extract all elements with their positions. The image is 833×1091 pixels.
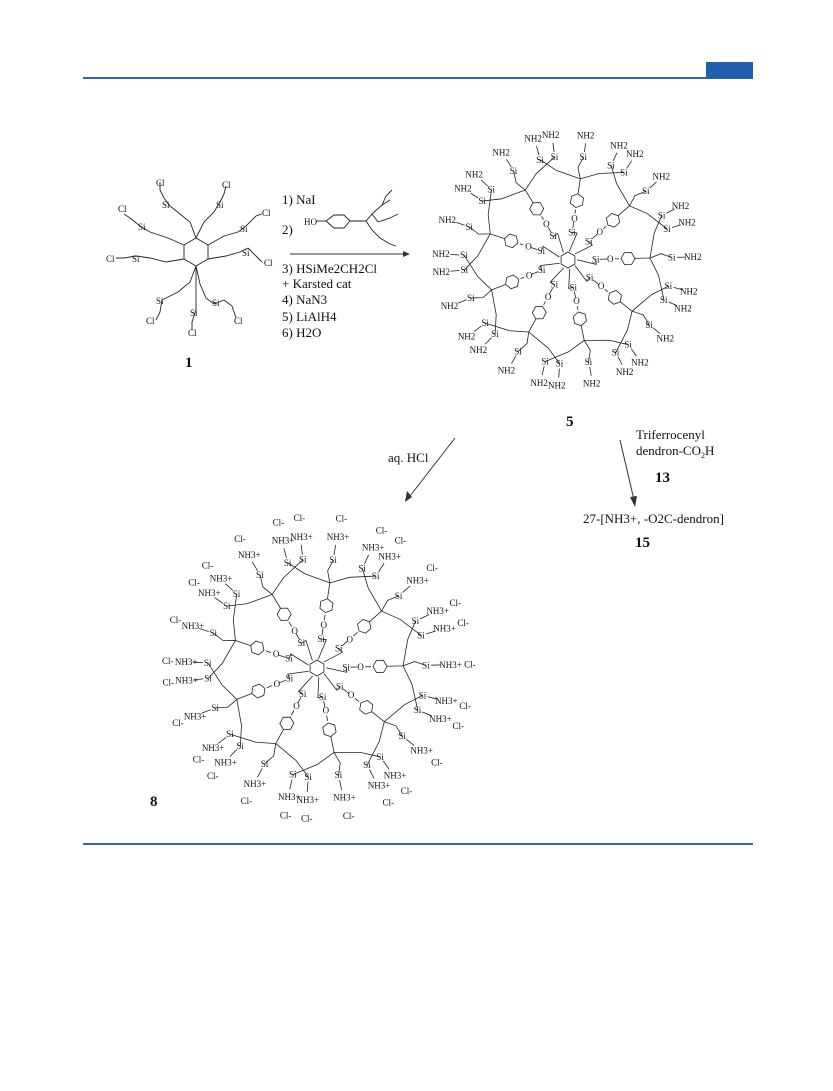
terminal-group-label: NH2 [582, 378, 601, 389]
oxygen-label: O [573, 296, 580, 307]
terminal-group-label: NH2 [631, 357, 649, 368]
oxygen-label: O [596, 227, 604, 238]
terminal-group-label: NH3+ [214, 757, 237, 768]
core-si-label: Si [285, 673, 294, 684]
chloride-label: Cl- [169, 614, 182, 625]
terminal-group-label: NH2 [656, 333, 674, 344]
terminal-group-label: NH3+ [175, 675, 198, 686]
svg-text:Si: Si [212, 298, 220, 308]
branch-si-label: Si [422, 660, 430, 671]
chloride-label: Cl- [452, 721, 465, 732]
core-si-label: Si [537, 265, 546, 276]
terminal-group-label: NH3+ [243, 779, 267, 790]
branch-si-label: Si [211, 702, 219, 713]
core-si-label: Si [317, 633, 325, 644]
branch-si-label: Si [209, 628, 218, 639]
terminal-group-label: NH2 [576, 130, 595, 141]
terminal-group-label: NH3+ [198, 588, 221, 599]
terminal-group-label: NH2 [652, 171, 671, 182]
core-si-label: Si [550, 279, 559, 290]
branch-si-label: Si [226, 729, 234, 740]
svg-text:Si: Si [132, 254, 140, 264]
branch-si-label: Si [642, 186, 650, 197]
branch-si-label: Si [299, 554, 307, 565]
terminal-group-label: NH3+ [406, 575, 429, 586]
terminal-group-label: NH2 [432, 267, 451, 278]
branch-si-label: Si [607, 160, 615, 171]
branch-si-label: Si [398, 731, 406, 742]
terminal-group-label: NH3+ [271, 535, 295, 546]
oxygen-label: O [272, 649, 280, 660]
terminal-group-label: NH2 [454, 183, 472, 194]
oxygen-label: O [322, 705, 330, 716]
branch-si-label: Si [663, 224, 671, 235]
terminal-group-label: NH2 [438, 214, 457, 225]
terminal-group-label: NH3+ [439, 659, 462, 670]
terminal-group-label: NH2 [674, 303, 692, 314]
terminal-group-label: NH3+ [378, 551, 401, 562]
branch-si-label: Si [645, 319, 653, 330]
branch-si-label: Si [550, 151, 559, 162]
terminal-group-label: NH3+ [174, 656, 198, 667]
chloride-label: Cl- [449, 597, 462, 608]
branch-si-label: Si [667, 252, 676, 263]
svg-text:Cl: Cl [146, 316, 155, 326]
terminal-group-label: NH3+ [361, 542, 385, 553]
svg-text:Si: Si [156, 296, 164, 306]
terminal-group-label: NH2 [457, 331, 476, 342]
chloride-label: Cl- [426, 562, 438, 573]
branch-si-label: Si [487, 184, 496, 195]
branch-si-label: Si [509, 166, 518, 177]
core-si-label: Si [585, 272, 594, 283]
svg-text:Cl: Cl [188, 328, 197, 338]
core-si-label: Si [549, 231, 557, 242]
branch-si-label: Si [460, 264, 468, 275]
terminal-group-label: NH3+ [290, 531, 313, 542]
branch-si-label: Si [491, 329, 499, 340]
branch-si-label: Si [579, 152, 588, 163]
chloride-label: Cl- [293, 513, 306, 524]
oxygen-label: O [320, 620, 327, 631]
oxygen-label: O [543, 219, 550, 230]
oxygen-label: O [525, 241, 532, 252]
branch-si-label: Si [394, 590, 403, 601]
hcl-label: aq. HCl [388, 450, 429, 465]
chloride-label: Cl- [459, 700, 471, 711]
terminal-group-label: NH3+ [183, 711, 207, 722]
svg-text:Cl: Cl [156, 178, 165, 188]
terminal-group-label: NH2 [625, 148, 644, 159]
branch-si-label: Si [260, 758, 269, 769]
chloride-label: Cl- [457, 617, 469, 628]
svg-text:Cl: Cl [234, 316, 243, 326]
terminal-group-label: NH2 [497, 365, 516, 376]
branch-si-label: Si [418, 690, 427, 701]
branch-si-label: Si [203, 657, 212, 668]
branch-si-label: Si [376, 751, 384, 762]
branch-si-label: Si [334, 770, 343, 781]
oxygen-label: O [346, 634, 354, 645]
step-3-line-1: 3) HSiMe2CH2Cl [282, 261, 377, 276]
terminal-group-label: NH3+ [426, 606, 450, 617]
terminal-group-label: NH2 [548, 380, 566, 391]
terminal-group-label: NH3+ [429, 713, 452, 724]
core-si-label: Si [537, 246, 545, 257]
compound-13-name-line-1: Triferrocenyl [636, 427, 705, 442]
terminal-group-label: NH3+ [278, 792, 301, 803]
chloride-label: Cl- [382, 797, 394, 808]
chloride-label: Cl- [394, 535, 407, 546]
branch-si-label: Si [584, 356, 593, 367]
compound-8-number: 8 [150, 794, 158, 810]
step-2: 2) [282, 222, 293, 237]
compound-15-number: 15 [635, 535, 650, 551]
svg-text:Cl: Cl [106, 254, 115, 264]
oxygen-label: O [597, 281, 605, 292]
svg-text:Si: Si [162, 200, 170, 210]
oxygen-label: O [544, 291, 552, 302]
compound-13-number: 13 [655, 470, 670, 486]
terminal-group-label: NH3+ [410, 745, 433, 756]
oxygen-label: O [357, 661, 364, 672]
branch-si-label: Si [657, 210, 666, 221]
branch-si-label: Si [659, 295, 668, 306]
svg-text:Si: Si [240, 224, 248, 234]
terminal-group-label: NH2 [465, 169, 483, 180]
chloride-label: Cl- [172, 718, 184, 729]
terminal-group-label: NH2 [610, 140, 628, 151]
chloride-label: Cl- [192, 754, 205, 765]
branch-si-label: Si [555, 358, 564, 369]
chloride-label: Cl- [279, 810, 292, 821]
branch-si-label: Si [624, 339, 632, 350]
step-5: 5) LiAlH4 [282, 309, 337, 324]
terminal-group-label: NH2 [679, 286, 698, 297]
branch-si-label: Si [358, 563, 366, 574]
branch-si-label: Si [460, 250, 468, 261]
terminal-group-label: NH3+ [209, 573, 233, 584]
svg-text:Si: Si [242, 248, 250, 258]
compound-15-formula: 27-[NH3+, -O2C-dendron] [583, 511, 724, 526]
branch-si-label: Si [236, 740, 244, 751]
oxygen-label: O [347, 690, 355, 701]
branch-si-label: Si [481, 318, 489, 329]
oxygen-label: O [571, 213, 578, 224]
step-2-reagent: HO [304, 217, 317, 227]
chloride-label: Cl- [201, 560, 214, 571]
terminal-group-label: NH2 [469, 344, 488, 355]
chloride-label: Cl- [162, 677, 175, 688]
chloride-label: Cl- [206, 770, 219, 781]
terminal-group-label: NH3+ [367, 780, 391, 791]
core-si-label: Si [285, 653, 293, 664]
branch-si-label: Si [256, 569, 264, 580]
branch-si-label: Si [664, 281, 673, 292]
terminal-group-label: NH3+ [333, 792, 356, 803]
core-si-label: Si [591, 254, 600, 265]
svg-text:Cl: Cl [262, 208, 271, 218]
core-si-label: Si [585, 236, 593, 247]
branch-si-label: Si [289, 769, 297, 780]
core-si-label: Si [342, 662, 350, 673]
core-si-label: Si [335, 643, 343, 654]
branch-si-label: Si [371, 571, 380, 582]
chloride-label: Cl- [335, 513, 348, 524]
branch-si-label: Si [232, 589, 241, 600]
core-si-label: Si [297, 637, 306, 648]
compound-5-number: 5 [566, 414, 574, 430]
chloride-label: Cl- [161, 655, 174, 666]
oxygen-label: O [293, 701, 300, 712]
terminal-group-label: NH3+ [433, 623, 456, 634]
branch-si-label: Si [411, 616, 420, 627]
branch-si-label: Si [465, 221, 473, 232]
oxygen-label: O [273, 678, 281, 689]
terminal-group-label: NH3+ [326, 532, 350, 543]
core-si-label: Si [335, 681, 344, 692]
oxygen-label: O [606, 253, 614, 264]
terminal-group-label: NH2 [432, 249, 450, 260]
branch-si-label: Si [304, 771, 312, 782]
terminal-group-label: NH3+ [296, 794, 320, 805]
chloride-label: Cl- [301, 813, 313, 824]
oxygen-label: O [525, 270, 533, 281]
chloride-label: Cl- [342, 811, 355, 822]
svg-text:Si: Si [138, 222, 146, 232]
terminal-group-label: NH3+ [181, 620, 205, 631]
svg-text:Cl: Cl [222, 180, 231, 190]
terminal-group-label: NH3+ [238, 550, 261, 561]
compound-1-number: 1 [185, 355, 193, 371]
terminal-group-label: NH2 [671, 200, 690, 211]
oxygen-label: O [291, 625, 298, 636]
step-1: 1) NaI [282, 192, 316, 207]
core-si-label: Si [569, 282, 578, 293]
branch-si-label: Si [514, 346, 522, 357]
chloride-label: Cl- [234, 533, 246, 544]
chloride-label: Cl- [464, 659, 476, 670]
branch-si-label: Si [413, 705, 422, 716]
svg-text:Si: Si [216, 200, 224, 210]
chloride-label: Cl- [188, 577, 200, 588]
branch-si-label: Si [363, 760, 371, 771]
core-si-label: Si [318, 691, 327, 702]
terminal-group-label: NH2 [678, 217, 696, 228]
branch-si-label: Si [541, 356, 549, 367]
step-4: 4) NaN3 [282, 292, 328, 307]
branch-si-label: Si [417, 630, 425, 641]
chloride-label: Cl- [431, 757, 443, 768]
branch-si-label: Si [223, 601, 231, 612]
svg-text:Si: Si [190, 308, 198, 318]
terminal-group-label: NH2 [530, 377, 548, 388]
branch-si-label: Si [204, 673, 212, 684]
step-6: 6) H2O [282, 325, 322, 340]
terminal-group-label: NH3+ [201, 743, 225, 754]
svg-text:Cl: Cl [264, 258, 273, 268]
terminal-group-label: NH2 [541, 130, 560, 141]
branch-si-label: Si [283, 557, 292, 568]
terminal-group-label: NH2 [683, 251, 702, 262]
terminal-group-label: NH2 [440, 300, 459, 311]
core-si-label: Si [298, 688, 307, 699]
chloride-label: Cl- [272, 517, 285, 528]
branch-si-label: Si [611, 347, 620, 358]
chloride-label: Cl- [375, 525, 388, 536]
branch-si-label: Si [620, 167, 628, 178]
terminal-group-label: NH2 [524, 133, 542, 144]
terminal-group-label: NH2 [615, 366, 634, 377]
terminal-group-label: NH2 [492, 147, 510, 158]
compound-13-name-line-2: dendron-$CO_2H$ [636, 443, 715, 460]
step-3-line-2: + Karsted cat [282, 276, 352, 291]
terminal-group-label: NH3+ [435, 696, 458, 707]
branch-si-label: Si [478, 196, 486, 207]
svg-text:Cl: Cl [118, 204, 127, 214]
core-si-label: Si [568, 227, 576, 238]
branch-si-label: Si [467, 292, 475, 303]
terminal-group-label: NH3+ [383, 770, 407, 781]
branch-si-label: Si [536, 154, 544, 165]
chloride-label: Cl- [240, 795, 253, 806]
chloride-label: Cl- [400, 786, 413, 797]
branch-si-label: Si [329, 555, 337, 566]
